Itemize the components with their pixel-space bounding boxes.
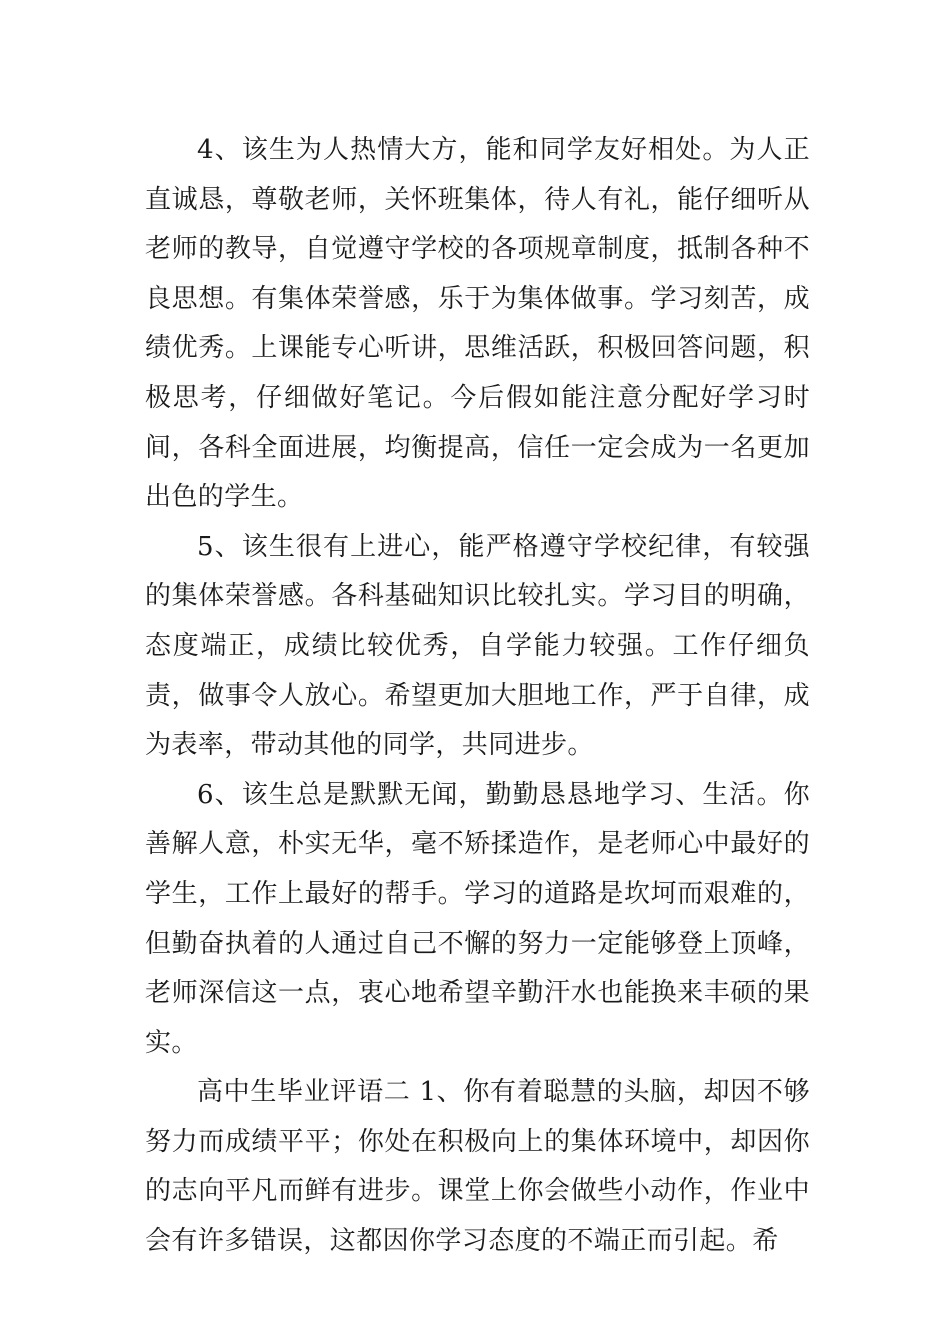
section-two-paragraph — [145, 1068, 810, 1266]
paragraph-6: 6、该生总是默默无闻，勤勤恳恳地学习、生活。你善解人意，朴实无华，毫不矫揉造作，是老师心中最好的学生，工作上最好的帮手。学习的道路是坎坷而艰难的，但勤奋执着的人通过自己不懈的努力一定能够登上顶峰，老师深信这一点，衷心地希望辛勤汗水也能换来丰硕的果实。 — [145, 779, 810, 1058]
section-first-item: 1、你有着聪慧的头脑，却因不够努力而成绩平平；你处在积极向上的集体环境中，却因你的志向平凡而鲜有进步。课堂上你会做些小动作，作业中会有许多错误，这都因你学习态度的不端正而引起。希 — [145, 1077, 810, 1257]
document-body — [145, 126, 810, 1267]
paragraph-4: 4、该生为人热情大方，能和同学友好相处。为人正直诚恳，尊敬老师，关怀班集体，待人有礼，能仔细听从老师的教导，自觉遵守学校的各项规章制度，抵制各种不良思想。有集体荣誉感，乐于为集体做事。学习刻苦，成绩优秀。上课能专心听讲，思维活跃，积极回答问题，积极思考，仔细做好笔记。今后假如能注意分配好学习时间，各科全面进展，均衡提高，信任一定会成为一名更加出色的学生。 — [145, 135, 810, 513]
section-heading: 高中生毕业评语二 — [197, 1077, 411, 1108]
paragraph-5: 5、该生很有上进心，能严格遵守学校纪律，有较强的集体荣誉感。各科基础知识比较扎实。学习目的明确，态度端正，成绩比较优秀，自学能力较强。工作仔细负责，做事令人放心。希望更加大胆地工作，严于自律，成为表率，带动其他的同学，共同进步。 — [145, 531, 810, 761]
